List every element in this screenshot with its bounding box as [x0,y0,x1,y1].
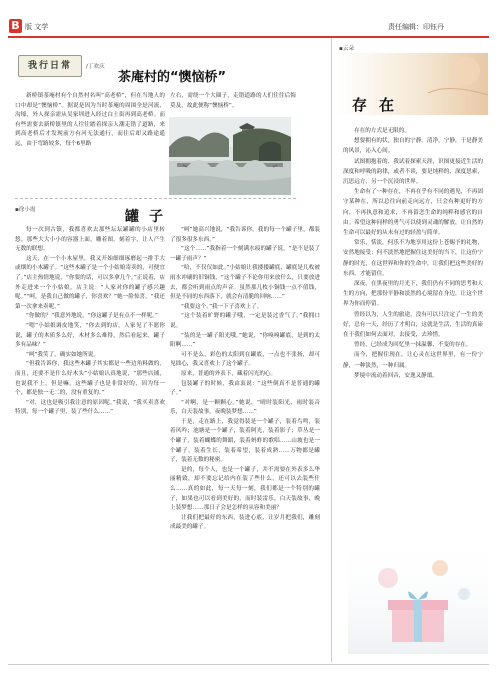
story-paragraph: “我要这个。”我一下子喜欢上了。 [181,303,263,310]
essay-paragraph: 存在的方式是无限的。 [354,128,410,134]
story-paragraph: “但我告诉你，我这些木罐子其实都是一些边角料做的，而且，还要不是什么好木头”小姑娘认真地说，“那些店铺，也说我不上，但是嘛，这些罐子也是非常好的，因为每一个，都是独一无二的，没有重复的。” [15,361,165,397]
story-paragraph: “呵”她高兴地说，“我告诉你，我的每一个罐子里，都装了很多很多东西。” [170,227,320,243]
story-paragraph: 让我们把最好的东西，装进心底，让岁月把我们，雕刻成最美的罐子。 [170,514,320,531]
story-paragraph: “嗯”小姑娘调皮地笑，“你去到的店，人家见了不愿你说，罐子的木质多么好，木材多么难得，然后看起来，罐子多有品味？” [15,322,165,349]
essay-paragraph: 常乐，恬淡，何乐不为地享用这份上苍赐予的礼物，安然地接受；何不淡然地把握住这美好的当下，让这份宁静的时光，在这世界和你的生命中，让我们把这些美好的东西，才能留住。 [343,240,483,277]
story-column-left [15,226,165,418]
story-title: 罐子 [125,209,173,225]
footer-rule [8,664,489,665]
section-name: 版 文学 [25,23,49,31]
feature-paragraph: 新桥镇茶庵村有个自然村名叫“高老桥”，但在当地人的口中却是“懊恼桥”。据说是因为当时茶庵的周围全是河流、沟壕，外人探亲需从吴家圳进入经过白土街再到高老桥。而有些需要去新桥镇里的人往往踏着探亲人潮走错了道路，来到高老桥后才发现前方有河无法通行，而往后却又路途遥远，由于弯路较多，每个6里路 [15,93,165,147]
story-paragraph: “呵”我笑了，确实如她所说。 [26,351,99,358]
story-paragraph: 每一次到古镇，我都喜欢去那些坛坛罐罐的小店里转悠。那些大大小小的容器上面，雕着图，刻着字，让人产生无数的联想。 [15,227,165,253]
essay-author: ▪云朵 [339,46,354,52]
story-paragraph: “对，这也是吸引我注意的原因呢。”我说，“我买卖喜欢特别，每一个罐子里，装了些什么……” [15,399,165,416]
essay-paragraph: 曾经以为，人生的旅途，没有可以只注定了一生的美好，总有一天，经历了才明白，这就是生活，生活的真谛在于我们如何去面对，去接受，去珍惜。 [343,311,483,339]
story-paragraph: “哈，不仅仅如此。”小姑娘让我搂搂罐底，罐底是几枚被雨水冲刷的旧铜钱，“这个罐子不论你用来放什么，只要放进去，都会听到雨点的声音。虽然那几枚小铜钱一点不值钱，但是不同的东西落下，就会有清脆的回响……” [170,265,320,301]
feature-author: /丁欢庆 [86,64,105,70]
essay-paragraph: 曾经，已经成为回忆里一抹温馨，不变的存在。 [354,342,472,349]
column-divider [331,38,332,662]
story-paragraph: “装的是一罐子阳光哦。”她说，“你嗅嗅罐底，是到的太阳啊……” [170,332,320,349]
story-paragraph: 是的，每个人，也是一个罐子，并不需要在外表多么华丽精致，却不要忘记给内在装了些什么，还可以去装些什么……真的如此，每一天每一刻，我们都是一个特别的罐子，如果也可以看到美好的，而时装雷乐，白天装故事，晚上装梦想……那日子会是怎样的从容和美丽？ [170,466,320,512]
essay-body [343,126,483,381]
essay-paragraph: 想要拥有的状，独自的宁静，清净，宁静，于是静美的风景，沁入心间。 [343,138,483,155]
section-divider [15,198,296,199]
essay-title: 存在 [352,96,407,114]
essay-paragraph: 生命有了一种存在，不再在乎有不同的遇见，不再固守某种在，所以总往向前走向远方，只会有种更好的方向，不再执意和追求，不再留恋生命的纯粹和感官的自由。希望这种同样的勇气可以使到灵魂的解放，让自然的生命可以最好的从未有过的轻盈与简单。 [343,189,483,237]
page-header [0,0,497,40]
story-paragraph: 于是，走在路上，我觉得装是一个罐子，装着鸟鸣，装着风吟；池塘是一个罐子，装着阿光，装着影子；草丛是一个罐子，装着蝴蝶的舞蹈，装着蚂蚱的歌唱……山坡也是一个罐子，装着生长，装着希望，装着成熟……万物都是罐子，装着无数的秘密。 [170,418,320,464]
story-column-right [170,226,320,533]
editor-credit: 责任编辑：印钰丹 [388,23,444,31]
essay-paragraph: 试图拥抱着的、我试着探索天涯，识图更接近生活的深度和呼吸的韵律，或者不谈，要是纯粹的、深度思索，沉思远方，另一个沉浸的世界。 [343,158,483,186]
feature-paragraph: 左右，需绕一个大圈子，走错道路的人们往往后悔莫及，故此便称“懊恼桥”。 [170,93,296,109]
essay-paragraph: 梦境中流动着回音，安逸又静谧。 [354,372,438,379]
story-paragraph: “这个……”我指着一个刻满水痕的罐子说，“是不是装了一罐子雨声？” [170,246,320,262]
essay-paragraph: 而今，把握住现在，让心灵在这世界里，有一份宁静，一种淡然，一种归属。 [343,352,483,369]
gift-box-illustration [348,534,488,654]
story-paragraph: 可不是么，彩色的太阳到在罐底，一点也不张扬，却可见拙心，我又喜欢上了这个罐子。 [170,351,320,368]
section-badge: B [9,19,22,33]
story-paragraph: “你做的？”我意外地说，“你这罐子是有点不一样呢。” [26,313,158,320]
feature-body-right [170,92,296,111]
story-paragraph: “对啊，是一颗颗心。”她说，“晴时装阳光，雨时装音乐，白天装故事，夜晚装梦想……” [170,399,320,416]
story-paragraph: 包装罐子的时候，我由衷说：“这些倒真不是普通的罐子。” [170,380,320,397]
feature-body-left [15,92,165,150]
story-paragraph: “这个装着旷野的罐子哦，一定是装过香气了。”我拥口说。 [170,313,320,329]
bridge-photo [169,117,291,195]
story-author: ▪徐小霞 [15,207,36,213]
story-paragraph: 这天，在一个小木屋里，我又开始细细琢磨起一排手大或烟的小木罐子。“这些木罐子是一个小姑娘寄卖的，可便宜了。”店主热情地说，“你要的话，可以多拿几个。”正说着，店外走进来一个小姑娘，店主说：“人家对你的罐子感兴趣呢。”“呵，是我自己做的罐子，你喜欢？”她一脸惊喜，“我还第一次拿来卖呢。” [15,255,165,310]
header-rule [8,36,489,38]
column-logo-text: 我行日常 [27,61,72,71]
story-paragraph: 原来，普通的外表下，藏着闪光的心。 [181,370,277,377]
feature-title: 茶庵村的“懊恼桥” [117,70,227,85]
essay-paragraph: 深夜，在黑夜里的月光下，我们仍有不同的思考和人生的方向，把那份平静和淡然的心境留在身边，让这个世界为你而停留。 [343,281,483,308]
